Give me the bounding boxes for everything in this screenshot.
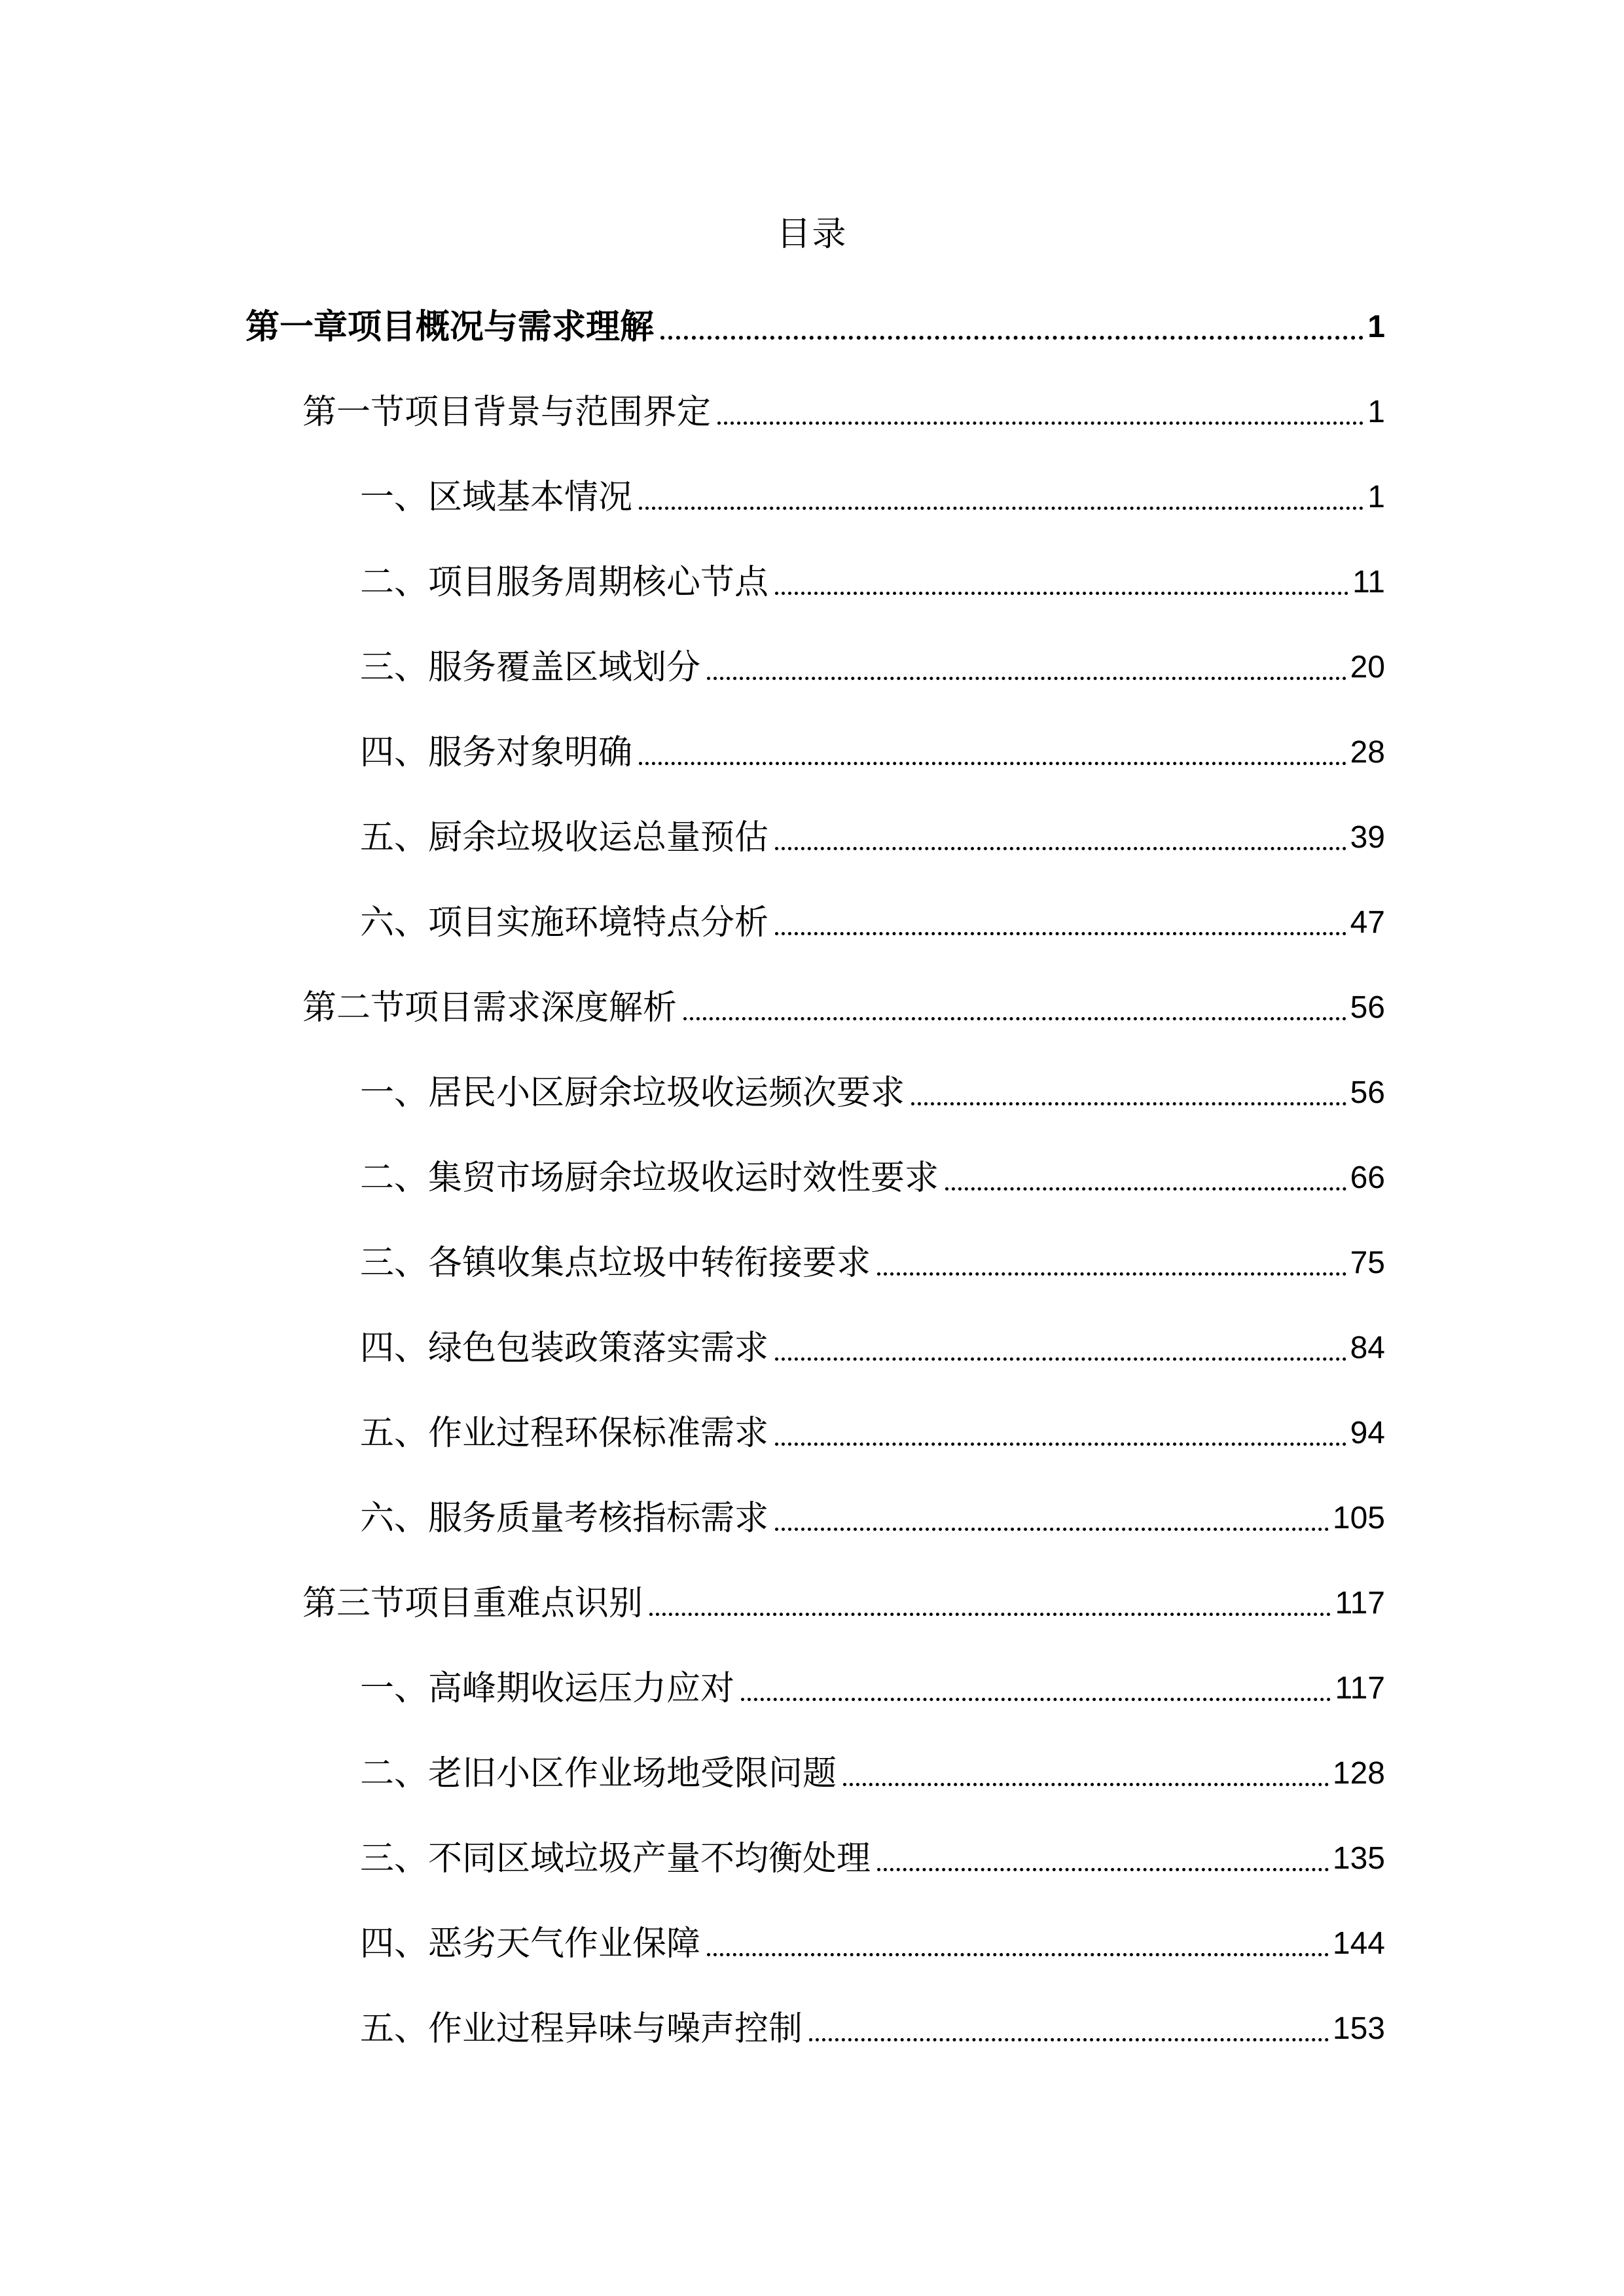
- toc-leader-dots: [741, 1659, 1331, 1718]
- toc-leader-dots: [707, 638, 1346, 697]
- toc-entry-item[interactable]: [360, 723, 1385, 782]
- toc-entry-label: 三、不同区域垃圾产量不均衡处理: [360, 1839, 871, 1878]
- toc-leader-dots: [717, 383, 1363, 442]
- toc-leader-dots: [911, 1064, 1346, 1122]
- toc-entry-section-1-1[interactable]: [302, 383, 1385, 442]
- toc-entry-page: 105: [1332, 1501, 1385, 1535]
- toc-leader-dots: [649, 1574, 1331, 1633]
- toc-entry-label: 四、服务对象明确: [360, 733, 633, 772]
- toc-leader-dots: [775, 553, 1348, 612]
- toc-entry-item[interactable]: [360, 1319, 1385, 1378]
- toc-entry-page: 47: [1350, 905, 1385, 940]
- toc-entry-label: 一、居民小区厨余垃圾收运频次要求: [360, 1073, 905, 1113]
- toc-entry-label: 四、恶劣天气作业保障: [360, 1924, 701, 1964]
- toc-leader-dots: [945, 1149, 1346, 1208]
- toc-entry-chapter-1[interactable]: [245, 298, 1385, 357]
- toc-entry-item[interactable]: [360, 1659, 1385, 1718]
- toc-leader-dots: [775, 893, 1346, 952]
- toc-entry-label: 三、服务覆盖区域划分: [360, 648, 701, 687]
- toc-entry-page: 117: [1335, 1671, 1385, 1706]
- toc-entry-item[interactable]: [360, 1489, 1385, 1548]
- toc-entry-label: 六、服务质量考核指标需求: [360, 1499, 769, 1538]
- toc-entry-page: 56: [1350, 990, 1385, 1025]
- toc-entry-label: 五、厨余垃圾收运总量预估: [360, 818, 769, 857]
- toc-leader-dots: [775, 808, 1346, 867]
- toc-entry-page: 135: [1332, 1841, 1385, 1876]
- toc-entry-page: 117: [1335, 1586, 1385, 1621]
- toc-entry-item[interactable]: [360, 1829, 1385, 1888]
- toc-entry-item[interactable]: [360, 893, 1385, 952]
- toc-leader-dots: [809, 2000, 1329, 2058]
- toc-entry-item[interactable]: [360, 808, 1385, 867]
- toc-entry-item[interactable]: [360, 2000, 1385, 2058]
- toc-entry-page: 153: [1332, 2011, 1385, 2046]
- toc-entry-page: 20: [1350, 650, 1385, 685]
- toc-leader-dots: [660, 298, 1363, 357]
- toc-entry-item[interactable]: [360, 1744, 1385, 1803]
- toc-entry-label: 六、项目实施环境特点分析: [360, 903, 769, 942]
- toc-entry-label: 二、老旧小区作业场地受限问题: [360, 1754, 837, 1793]
- toc-entry-label: 二、集贸市场厨余垃圾收运时效性要求: [360, 1158, 939, 1198]
- toc-entry-label: 第二节项目需求深度解析: [302, 988, 677, 1028]
- toc-entry-item[interactable]: [360, 1234, 1385, 1293]
- toc-leader-dots: [877, 1234, 1346, 1293]
- toc-leader-dots: [775, 1319, 1346, 1378]
- toc-leader-dots: [775, 1404, 1346, 1463]
- toc-entry-section-1-2[interactable]: [302, 978, 1385, 1037]
- toc-entry-page: 56: [1350, 1075, 1385, 1110]
- toc-leader-dots: [639, 468, 1363, 527]
- toc-entry-item[interactable]: [360, 638, 1385, 697]
- toc-entry-page: 1: [1367, 395, 1385, 429]
- toc-entry-item[interactable]: [360, 1914, 1385, 1973]
- toc-leader-dots: [843, 1744, 1329, 1803]
- toc-entry-page: 94: [1350, 1416, 1385, 1450]
- toc-entry-page: 84: [1350, 1331, 1385, 1365]
- toc-entry-label: 第一节项目背景与范围界定: [302, 393, 712, 432]
- toc-entry-item[interactable]: [360, 1064, 1385, 1122]
- toc-entry-label: 一、高峰期收运压力应对: [360, 1669, 735, 1708]
- toc-leader-dots: [877, 1829, 1329, 1888]
- toc-entry-page: 39: [1350, 820, 1385, 855]
- toc-leader-dots: [775, 1489, 1329, 1548]
- toc-entry-label: 第三节项目重难点识别: [302, 1584, 643, 1623]
- toc-leader-dots: [683, 978, 1346, 1037]
- toc-entry-section-1-3[interactable]: [302, 1574, 1385, 1633]
- toc-entry-item[interactable]: [360, 1404, 1385, 1463]
- toc-entry-item[interactable]: [360, 553, 1385, 612]
- toc-entry-label: 第一章项目概况与需求理解: [245, 307, 655, 347]
- toc-entry-label: 三、各镇收集点垃圾中转衔接要求: [360, 1244, 871, 1283]
- toc-entry-item[interactable]: [360, 468, 1385, 527]
- page-title: 目录: [776, 215, 848, 254]
- toc-entry-label: 二、项目服务周期核心节点: [360, 563, 769, 602]
- toc-entry-page: 128: [1332, 1756, 1385, 1791]
- toc-entry-item[interactable]: [360, 1149, 1385, 1208]
- toc-entry-page: 11: [1352, 565, 1385, 600]
- toc-entry-label: 五、作业过程异味与噪声控制: [360, 2009, 803, 2049]
- toc-entry-page: 75: [1350, 1246, 1385, 1280]
- toc-entry-page: 1: [1367, 480, 1385, 514]
- toc-entry-label: 四、绿色包装政策落实需求: [360, 1329, 769, 1368]
- toc-entry-page: 144: [1332, 1926, 1385, 1961]
- toc-entry-page: 28: [1350, 735, 1385, 770]
- toc-entry-label: 一、区域基本情况: [360, 478, 633, 517]
- toc-entry-label: 五、作业过程环保标准需求: [360, 1414, 769, 1453]
- toc-leader-dots: [639, 723, 1346, 782]
- toc-entry-page: 66: [1350, 1160, 1385, 1195]
- toc-leader-dots: [707, 1914, 1329, 1973]
- toc-entry-page: 1: [1367, 310, 1385, 344]
